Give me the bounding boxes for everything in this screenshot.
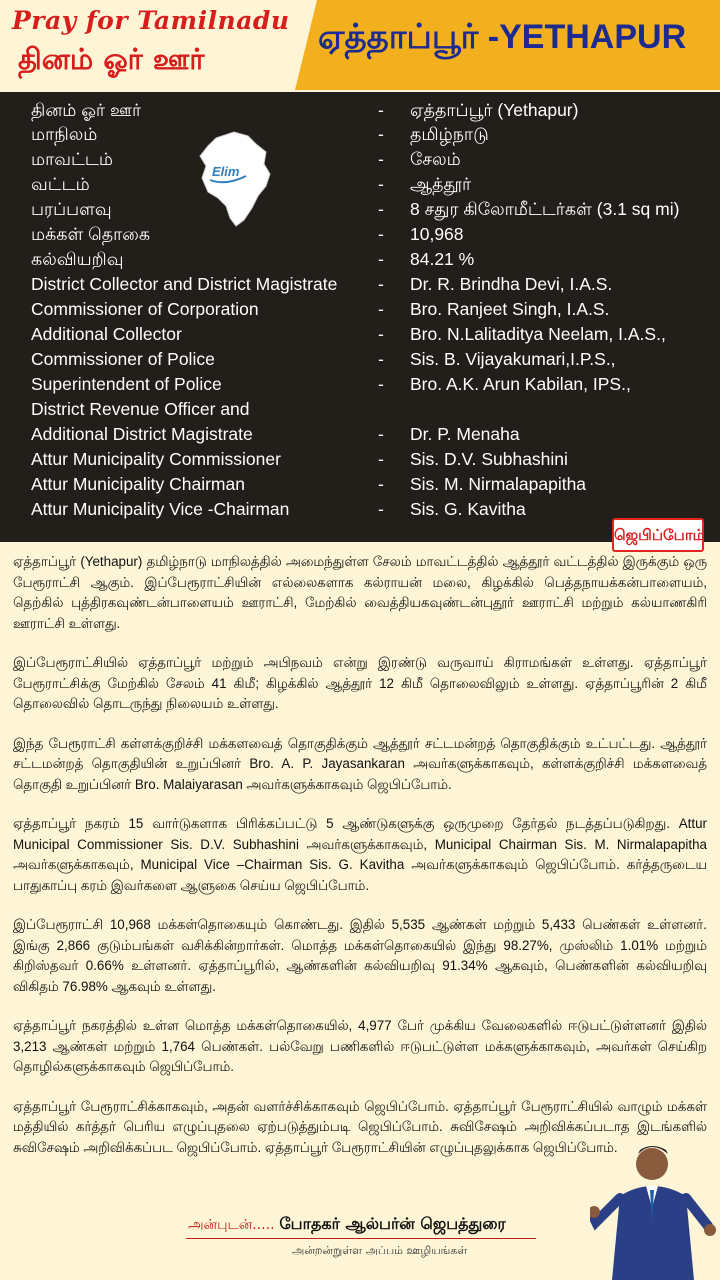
info-row — [0, 100, 720, 125]
info-label: கல்வியறிவு — [31, 249, 124, 269]
info-dash: - — [378, 274, 384, 294]
info-label: பரப்பளவு — [31, 199, 112, 219]
info-value: Bro. Ranjeet Singh, I.A.S. — [410, 299, 610, 319]
info-value: ஏத்தாப்பூர் (Yethapur) — [410, 100, 579, 120]
info-label: வட்டம் — [31, 174, 90, 194]
info-dash: - — [378, 499, 384, 519]
info-label: மாவட்டம் — [31, 149, 113, 169]
signature-name: போதகர் ஆல்பர்ன் ஜெபத்துரை — [279, 1214, 506, 1233]
info-dash: - — [378, 349, 384, 369]
info-row — [0, 149, 720, 174]
info-dash: - — [378, 324, 384, 344]
tagline: Pray for Tamilnadu — [12, 6, 290, 35]
signature-underline — [186, 1238, 536, 1239]
info-row — [0, 324, 720, 349]
info-value: 84.21 % — [410, 249, 475, 269]
pastor-photo — [590, 1126, 720, 1280]
paragraph: இப்பேரூராட்சியில் ஏத்தாப்பூர் மற்றும் அபிநவம் என்று இரண்டு வருவாய் கிராமங்கள் உள்ளது. ஏத்தாப்பூர் பேரூராட்சிக்கு மேற்கில் சேலம் 41 கிமீ; கிழக்கில் ஆத்தூர் 12 கிமீ தொலைவிலும் உள்ளது. ஏத்தாப்பூரின் 2 கிமீ தொலைவில் தொடருந்து நிலையம் உள்ளது. — [13, 655, 707, 711]
info-row — [0, 374, 720, 399]
info-value: 8 சதுர கிலோமீட்டர்கள் (3.1 sq mi) — [410, 199, 680, 219]
info-value: Dr. R. Brindha Devi, I.A.S. — [410, 274, 613, 294]
paragraph: இந்த பேரூராட்சி கள்ளக்குறிச்சி மக்களவைத் தொகுதிக்கும் ஆத்தூர் சட்டமன்றத் தொகுதிக்கும் உட்பட்டது. ஆத்தூர் சட்டமன்றத் தொகுதியின் உறுப்பினர் Bro. A. P. Jayasankaran அவர்களுக்காகவும், கள்ளக்குறிச்சி மக்களவைத் தொகுதி உறுப்பினர் Bro. Malaiyarasan அவர்களுக்காகவும் ஜெபிப்போம். — [13, 735, 707, 792]
info-label: மக்கள் தொகை — [31, 224, 151, 244]
elim-logo: Elim — [212, 164, 240, 179]
info-value: Dr. P. Menaha — [410, 424, 520, 444]
ministry-name: அன்றன்றுள்ள அப்பம் ஊழியங்கள் — [292, 1244, 468, 1257]
info-value: Bro. A.K. Arun Kabilan, IPS., — [410, 374, 631, 394]
pray-badge: ஜெபிப்போம் — [612, 518, 704, 552]
info-value: சேலம் — [410, 149, 461, 169]
info-row — [0, 449, 720, 474]
info-label: Attur Municipality Vice -Chairman — [31, 499, 290, 519]
tamilnadu-map-icon — [196, 130, 274, 228]
info-row — [0, 399, 720, 424]
info-label: Additional Collector — [31, 324, 182, 344]
info-label: Superintendent of Police — [31, 374, 222, 394]
info-dash: - — [378, 374, 384, 394]
info-label: Attur Municipality Commissioner — [31, 449, 281, 469]
info-label: District Revenue Officer and — [31, 399, 250, 419]
info-dash: - — [378, 149, 384, 169]
paragraph: ஏத்தாப்பூர் நகரம் 15 வார்டுகளாக பிரிக்கப்பட்டு 5 ஆண்டுகளுக்கு ஒருமுறை தேர்தல் நடத்தப்படுகிறது. Attur Municipal Commissioner Sis. D.V. Subhashini அவர்களுக்காகவும், Municipal Chairman Sis. M. Nirmalapapitha அவர்களுக்காகவும், Municipal Vice –Chairman Sis. G. Kavitha அவர்களுக்காகவும் ஜெபிப்போம். கர்த்தருடைய பாதுகாப்பு கரம் இவர்களை ஆளுகை செய்ய ஜெபிப்போம். — [13, 816, 707, 893]
paragraph: ஏத்தாப்பூர் (Yethapur) தமிழ்நாடு மாநிலத்தில் அமைந்துள்ள சேலம் மாவட்டத்தில் ஆத்தூர் வட்டத்தில் இருக்கும் ஒரு பேரூராட்சி ஆகும். இப்பேரூராட்சியின் எல்லைகளாக கல்ராயன் மலை, கிழக்கில் பெத்தநாயக்கன்பாளையம், தெற்கில் புத்திரகவுண்டன்பாளையம் ஊராட்சி, மேற்கில் வைத்தியகவுண்டன்புதூர் ஊராட்சி மற்றும் கல்யாணகிரி ஊராட்சி உள்ளது. — [13, 554, 707, 631]
info-row — [0, 274, 720, 299]
info-value: Sis. M. Nirmalapapitha — [410, 474, 587, 494]
info-label: Attur Municipality Chairman — [31, 474, 245, 494]
info-dash: - — [378, 224, 384, 244]
signature — [188, 1214, 506, 1235]
info-dash: - — [378, 174, 384, 194]
paragraph: ஏத்தாப்பூர் பேரூராட்சிக்காகவும், அதன் வளர்ச்சிக்காகவும் ஜெபிப்போம். ஏத்தாப்பூர் பேரூராட்சியில் வாழும் மக்கள் மத்தியில் கர்த்தர் பெரிய எழுப்புதலை ஏற்படுத்தும்படி ஜெபிப்போம். சுவிசேஷம் அறிவிக்கப்படாத இடங்களில் சுவிசேஷம் அறிவிக்கப்பட ஜெபிப்போம். ஏத்தாப்பூர் பேரூராட்சியின் எழுப்புதலுக்காக ஜெபிப்போம். — [13, 1098, 707, 1155]
info-dash: - — [378, 449, 384, 469]
article-body — [13, 552, 707, 1177]
info-row — [0, 249, 720, 274]
info-value: Sis. D.V. Subhashini — [410, 449, 568, 469]
info-dash: - — [378, 424, 384, 444]
info-dash: - — [378, 249, 384, 269]
info-value: ஆத்தூர் — [410, 174, 472, 194]
info-row — [0, 224, 720, 249]
info-value: Bro. N.Lalitaditya Neelam, I.A.S., — [410, 324, 666, 344]
info-value: Sis. B. Vijayakumari,I.P.S., — [410, 349, 616, 369]
info-row — [0, 349, 720, 374]
info-label: District Collector and District Magistrate — [31, 274, 338, 294]
info-label: Commissioner of Corporation — [31, 299, 259, 319]
info-dash: - — [378, 199, 384, 219]
info-label: Commissioner of Police — [31, 349, 215, 369]
signature-lead: அன்புடன்..... — [188, 1217, 275, 1233]
info-label: மாநிலம் — [31, 124, 98, 144]
info-value: தமிழ்நாடு — [410, 124, 489, 144]
paragraph: ஏத்தாப்பூர் நகரத்தில் உள்ள மொத்த மக்கள்தொகையில், 4,977 பேர் முக்கிய வேலைகளில் ஈடுபட்டுள்ளனர் இதில் 3,213 ஆண்கள் மற்றும் 1,764 பெண்கள். பல்வேறு பணிகளில் ஈடுபட்டுள்ள மக்களுக்காகவும், அவர்கள் செய்கிற தொழில்களுக்காகவும் ஜெபிப்போம். — [13, 1018, 707, 1074]
info-dash: - — [378, 299, 384, 319]
tagline-tamil: தினம் ஓர் ஊர் — [18, 42, 205, 76]
info-value: Sis. G. Kavitha — [410, 499, 526, 519]
paragraph: இப்பேரூராட்சி 10,968 மக்கள்தொகையும் கொண்டது. இதில் 5,535 ஆண்கள் மற்றும் 5,433 பெண்கள் உள்ளனர். இங்கு 2,866 குடும்பங்கள் வசிக்கின்றார்கள். மொத்த மக்கள்தொகையில் இந்து 98.27%, முஸ்லிம் 1.01% மற்றும் கிறிஸ்தவர் 0.66% உள்ளனர். ஏத்தாப்பூரில், ஆண்களின் கல்வியறிவு 91.34% ஆகவும், பெண்களின் கல்வியறிவு விகிதம் 76.98% ஆகவும் உள்ளது. — [13, 917, 707, 994]
info-dash: - — [378, 124, 384, 144]
info-row — [0, 474, 720, 499]
info-value: 10,968 — [410, 224, 464, 244]
info-row — [0, 124, 720, 149]
info-row — [0, 299, 720, 324]
info-label: Additional District Magistrate — [31, 424, 253, 444]
info-row — [0, 174, 720, 199]
info-label: தினம் ஓர் ஊர் — [31, 100, 142, 120]
info-row — [0, 424, 720, 449]
info-dash: - — [378, 100, 384, 120]
info-dash: - — [378, 474, 384, 494]
page-title: ஏத்தாப்பூர் -YETHAPUR — [318, 18, 687, 56]
info-row — [0, 199, 720, 224]
